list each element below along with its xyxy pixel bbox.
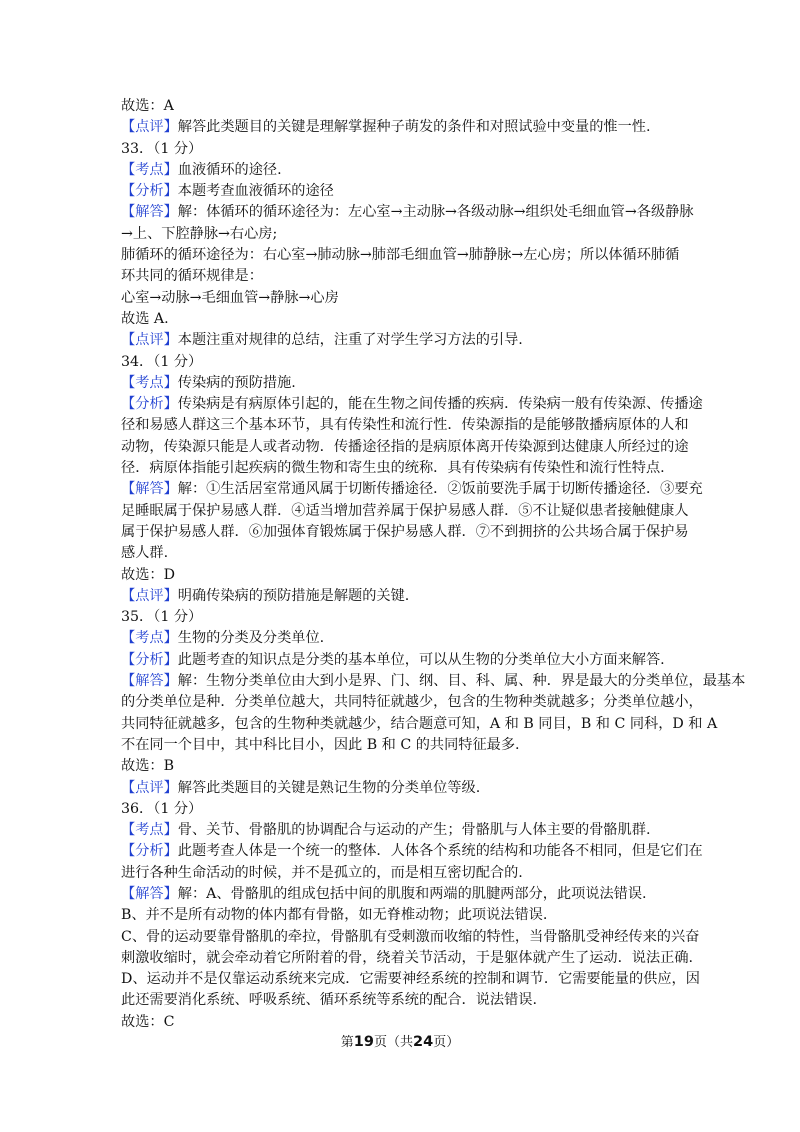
text-line: [121, 352, 687, 373]
section-tag: 【解答】: [121, 673, 178, 690]
line-text: 刺激收缩时，就会牵动着它所附着的骨，绕着关节活动，于是躯体就产生了运动．说法正确.: [121, 949, 694, 966]
text-line: [121, 799, 687, 820]
line-text: 故选：A: [121, 98, 174, 114]
text-line: [121, 501, 687, 522]
line-text: 解答此类题目的关键是理解掌握种子萌发的条件和对照试验中变量的惟一性.: [177, 119, 651, 136]
text-line: [121, 117, 687, 138]
text-line: [121, 607, 687, 628]
line-text: 本题考查血液循环的途径: [177, 183, 334, 200]
line-text: 本题注重对规律的总结，注重了对学生学习方法的引导.: [177, 332, 523, 349]
footer-suffix: 页）: [433, 1035, 460, 1050]
text-line: [121, 650, 687, 671]
line-text: 此题考查人体是一个统一的整体．人体各个系统的结构和功能各不相同，但是它们在: [177, 843, 703, 860]
line-text: 进行各种生命活动的时候，并不是孤立的，而是相互密切配合的.: [121, 864, 523, 881]
section-tag: 【解答】: [121, 885, 178, 902]
line-text: 解：生物分类单位由大到小是界、门、纲、目、科、属、种．界是最大的分类单位，最基本: [177, 673, 746, 690]
line-text: B、并不是所有动物的体内都有骨骼，如无脊椎动物；此项说法错误.: [121, 907, 548, 924]
section-tag: 【考点】: [121, 374, 178, 391]
line-text: 35．（1 分）: [121, 609, 203, 626]
text-line: [121, 969, 700, 990]
line-text: 肺循环的循环途径为：右心室→肺动脉→肺部毛细血管→肺静脉→左心房；所以体循环肺循: [121, 247, 680, 264]
section-tag: 【分析】: [121, 396, 178, 413]
line-text: 环共同的循环规律是：: [121, 268, 263, 285]
text-line: [121, 394, 703, 415]
line-text: 径．病原体指能引起疾病的微生物和寄生虫的统称．具有传染病有传染性和流行性特点.: [121, 460, 665, 477]
line-text: →上、下腔静脉→右心房;: [121, 225, 278, 242]
text-line: [121, 927, 700, 948]
text-line: [121, 628, 687, 649]
line-text: 33．（1 分）: [121, 140, 203, 157]
line-text: 34．（1 分）: [121, 353, 203, 370]
text-line: [121, 437, 687, 458]
footer-total-pages: 24: [413, 1034, 434, 1050]
line-text: 属于保护易感人群．⑥加强体育锻炼属于保护易感人群．⑦不到拥挤的公共场合属于保护易: [121, 523, 689, 540]
text-line: [121, 1012, 687, 1033]
line-text: 足睡眠属于保护易感人群．④适当增加营养属于保护易感人群．⑤不让疑似患者接触健康人: [121, 502, 689, 519]
text-line: [121, 415, 687, 436]
line-text: 解：①生活居室常通风属于切断传播途径．②饭前要洗手属于切断传播途径．③要充: [177, 481, 703, 498]
text-line: [121, 990, 687, 1011]
line-text: 骨、关节、骨骼肌的协调配合与运动的产生；骨骼肌与人体主要的骨骼肌群.: [177, 822, 651, 839]
text-line: [121, 288, 687, 309]
text-line: [121, 202, 694, 223]
line-text: 此还需要消化系统、呼吸系统、循环系统等系统的配合．说法错误.: [121, 992, 537, 1009]
line-text: 共同特征就越多，包含的生物种类就越少，结合题意可知，A 和 B 同目，B 和 C 同科，D 和 A: [121, 715, 718, 732]
line-text: 血液循环的途径.: [177, 161, 282, 178]
line-text: 的分类单位是种．分类单位越大，共同特征就越少，包含的生物种类就越多；分类单位越小，: [121, 694, 703, 711]
text-line: [121, 543, 687, 564]
line-text: 感人群.: [121, 545, 169, 562]
line-text: 故选：D: [121, 566, 175, 583]
text-line: [121, 309, 687, 330]
text-line: [121, 586, 687, 607]
line-text: 故选 A.: [121, 310, 169, 327]
line-text: 传染病的预防措施.: [177, 374, 296, 391]
section-tag: 【考点】: [121, 822, 178, 839]
document-body: [121, 96, 746, 1033]
text-line: [121, 458, 687, 479]
line-text: 故选：B: [121, 758, 174, 775]
text-line: [121, 735, 687, 756]
section-tag: 【考点】: [121, 630, 178, 647]
line-text: 36．（1 分）: [121, 800, 203, 817]
section-tag: 【考点】: [121, 161, 178, 178]
text-line: [121, 96, 687, 117]
line-text: C、骨的运动要靠骨骼肌的牵拉，骨骼肌有受刺激而收缩的特性，当骨骼肌受神经传来的兴奋: [121, 928, 700, 945]
line-text: 解答此类题目的关键是熟记生物的分类单位等级.: [177, 779, 481, 796]
page-footer: [0, 1031, 800, 1050]
section-tag: 【分析】: [121, 183, 178, 200]
section-tag: 【点评】: [121, 119, 178, 136]
line-text: 传染病是有病原体引起的，能在生物之间传播的疾病．传染病一般有传染源、传播途: [177, 396, 703, 413]
text-line: [121, 139, 687, 160]
section-tag: 【分析】: [121, 843, 178, 860]
text-line: [121, 884, 687, 905]
line-text: 心室→动脉→毛细血管→静脉→心房: [121, 289, 339, 306]
section-tag: 【分析】: [121, 651, 178, 668]
footer-prefix: 第: [340, 1035, 354, 1050]
text-line: [121, 245, 687, 266]
line-text: 解：A、骨骼肌的组成包括中间的肌腹和两端的肌腱两部分，此项说法错误.: [177, 885, 647, 902]
text-line: [121, 905, 687, 926]
text-line: [121, 841, 703, 862]
footer-page-number: 19: [353, 1034, 374, 1050]
text-line: [121, 692, 703, 713]
text-line: [121, 479, 703, 500]
text-line: [121, 565, 687, 586]
section-tag: 【解答】: [121, 204, 178, 221]
line-text: 生物的分类及分类单位.: [177, 630, 325, 647]
text-line: [121, 181, 687, 202]
text-line: [121, 224, 687, 245]
line-text: D、运动并不是仅靠运动系统来完成．它需要神经系统的控制和调节．它需要能量的供应，因: [121, 971, 700, 988]
text-line: [121, 948, 694, 969]
line-text: 故选：C: [121, 1013, 175, 1030]
text-line: [121, 714, 718, 735]
text-line: [121, 756, 687, 777]
text-line: [121, 671, 746, 692]
section-tag: 【点评】: [121, 779, 178, 796]
line-text: 此题考查的知识点是分类的基本单位，可以从生物的分类单位大小方面来解答.: [177, 651, 665, 668]
line-text: 解：体循环的循环途径为：左心室→主动脉→各级动脉→组织处毛细血管→各级静脉: [177, 204, 694, 221]
text-line: [121, 820, 687, 841]
text-line: [121, 160, 687, 181]
text-line: [121, 330, 687, 351]
line-text: 径和易感人群这三个基本环节，具有传染性和流行性．传染源指的是能够散播病原体的人和: [121, 417, 689, 434]
line-text: 明确传染病的预防措施是解题的关键.: [177, 587, 410, 604]
line-text: 动物，传染源只能是人或者动物．传播途径指的是病原体离开传染源到达健康人所经过的途: [121, 438, 689, 455]
section-tag: 【解答】: [121, 481, 178, 498]
text-line: [121, 778, 687, 799]
section-tag: 【点评】: [121, 332, 178, 349]
text-line: [121, 266, 687, 287]
text-line: [121, 863, 687, 884]
line-text: 不在同一个目中，其中科比目小，因此 B 和 C 的共同特征最多.: [121, 736, 520, 753]
text-line: [121, 373, 687, 394]
text-line: [121, 522, 687, 543]
section-tag: 【点评】: [121, 587, 178, 604]
footer-mid: 页（共: [373, 1035, 413, 1050]
